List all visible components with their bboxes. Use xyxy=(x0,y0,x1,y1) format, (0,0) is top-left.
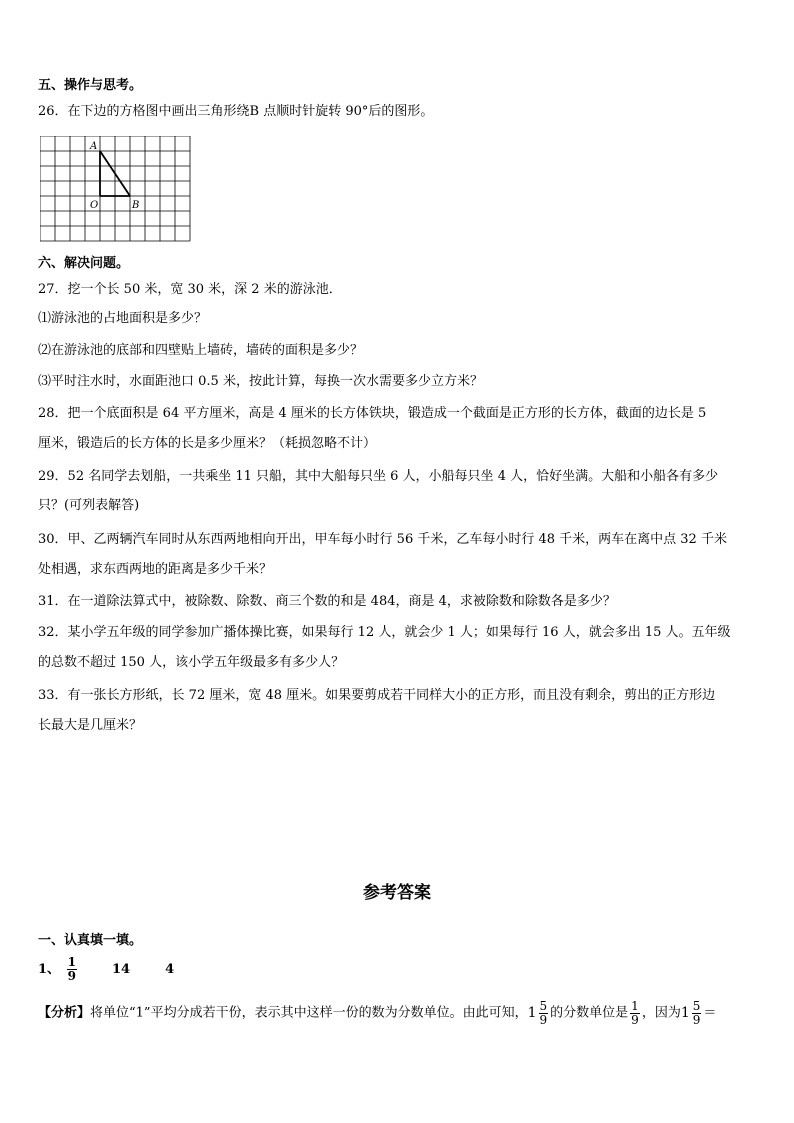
answers-heading: 一、认真填一填。 xyxy=(38,933,143,948)
question-33-line1: 33．有一张长方形纸，长 72 厘米，宽 48 厘米。如果要剪成若干同样大小的正方形，而且没有剩余，剪出的正方形边 xyxy=(38,688,716,703)
answers-title: 参考答案 xyxy=(363,883,431,903)
question-30-line1: 30．甲、乙两辆汽车同时从东西两地相向开出，甲车每小时行 56 千米，乙车每小时行 48 千米，两车在离中点 32 千米 xyxy=(38,532,727,547)
grid-figure xyxy=(40,136,192,243)
grid-lines xyxy=(40,136,190,241)
answer-1-value-3: 4 xyxy=(165,962,175,977)
label-a: A xyxy=(90,141,98,152)
mixed-number-2-int: 1 xyxy=(680,1005,690,1021)
fraction-numerator: 5 xyxy=(539,998,548,1013)
question-30-line2: 处相遇，求东西两地的距离是多少千米？ xyxy=(38,562,273,577)
analysis-line xyxy=(38,996,716,1031)
question-27-2: ⑵在游泳池的底部和四壁贴上墙砖，墙砖的面积是多少？ xyxy=(38,343,364,358)
answer-1-value-2: 14 xyxy=(112,962,131,977)
question-32-line2: 的总数不超过 150 人，该小学五年级最多有多少人？ xyxy=(38,655,345,670)
answer-1 xyxy=(38,955,174,985)
label-o: O xyxy=(90,200,99,211)
fraction-denominator: 9 xyxy=(692,1012,701,1027)
analysis-text-4: ＝ xyxy=(703,1005,717,1021)
question-29-line1: 29．52 名同学去划船，一共乘坐 11 只船，其中大船每只坐 6 人，小船每只坐 4 人，恰好坐满。大船和小船各有多少 xyxy=(38,469,719,484)
question-28-line1: 28．把一个底面积是 64 平方厘米，高是 4 厘米的长方体铁块，锻造成一个截面是正方形的长方体，截面的边长是 5 xyxy=(38,406,707,421)
analysis-text-1: 将单位“1”平均分成若干份，表示其中这样一份的数为分数单位。由此可知， xyxy=(90,1005,528,1021)
question-33-line2: 长最大是几厘米？ xyxy=(38,718,143,733)
fraction-denominator: 9 xyxy=(631,1012,639,1027)
fraction-denominator: 9 xyxy=(539,1012,548,1027)
fraction-numerator: 1 xyxy=(67,955,76,969)
section6-heading: 六、解决问题。 xyxy=(38,256,130,271)
unit-fraction xyxy=(630,1000,640,1027)
analysis-text-2: 的分数单位是 xyxy=(550,1005,629,1021)
question-32-line1: 32．某小学五年级的同学参加广播体操比赛，如果每行 12 人，就会少 1 人；如果每行 16 人，就会多出 15 人。五年级 xyxy=(38,625,731,640)
fraction-numerator: 1 xyxy=(631,998,639,1013)
mixed-number-int: 1 xyxy=(527,1005,537,1021)
fraction-denominator: 9 xyxy=(67,969,76,983)
analysis-text-3: ，因为 xyxy=(641,1005,681,1021)
question-27: 27．挖一个长 50 米，宽 30 米，深 2 米的游泳池． xyxy=(38,282,342,297)
question-28-line2: 厘米，锻造后的长方体的长是多少厘米？（耗损忽略不计） xyxy=(38,436,377,451)
question-26: 26．在下边的方格图中画出三角形绕B 点顺时针旋转 90°后的图形。 xyxy=(38,104,434,119)
question-29-line2: 只？(可列表解答) xyxy=(38,498,140,513)
analysis-label: 【分析】 xyxy=(38,1005,91,1021)
mixed-number-fraction xyxy=(539,1000,549,1027)
label-b: B xyxy=(132,200,140,211)
answer-1-prefix: 1、 xyxy=(38,962,61,977)
question-27-3: ⑶平时注水时，水面距池口 0.5 米，按此计算，每换一次水需要多少立方米？ xyxy=(38,374,483,389)
fraction-numerator: 5 xyxy=(692,998,701,1013)
question-31: 31．在一道除法算式中，被除数、除数、商三个数的和是 484，商是 4，求被除数和除数各是多少？ xyxy=(38,594,616,609)
answer-1-fraction xyxy=(67,956,77,983)
mixed-number-2-fraction xyxy=(692,1000,702,1027)
section5-heading: 五、操作与思考。 xyxy=(38,78,143,93)
question-27-1: ⑴游泳池的占地面积是多少？ xyxy=(38,311,208,326)
